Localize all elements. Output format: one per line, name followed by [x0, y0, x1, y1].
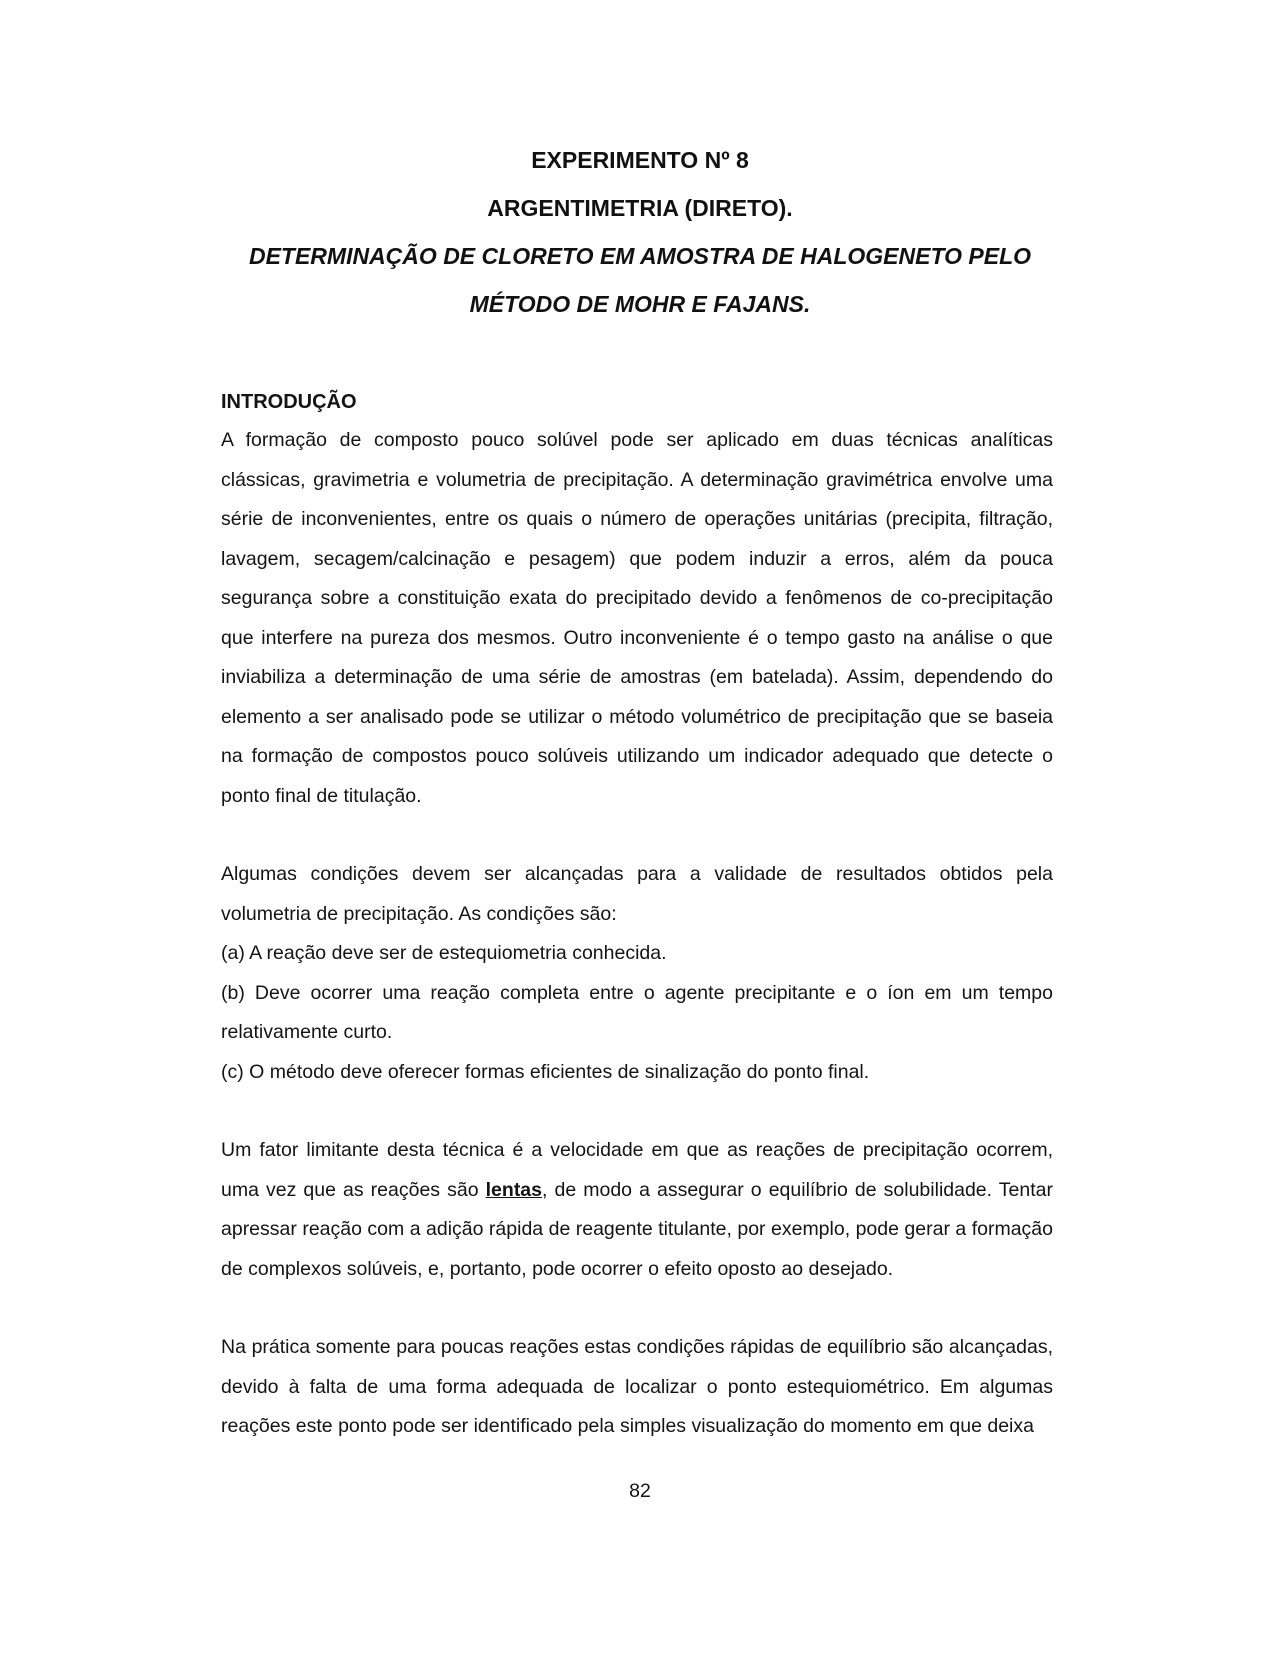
experiment-title-line-2: MÉTODO DE MOHR E FAJANS.: [469, 291, 811, 317]
emphasis-lentas: lentas: [485, 1178, 542, 1201]
paragraph-intro-1: A formação de composto pouco solúvel pode ser aplicado em duas técnicas analíticas clássicas, gravimetria e volumetria de precipitação. A determinação gravimétrica envolve uma série de inconvenientes, entre os quais o número de operações unitárias (precipita, filtração, lavagem, secagem/calcinação e pesagem) que podem induzir a erros, além da pouca segurança sobre a constituição exata do precipitado devido a fenômenos de co-precipitação que interfere na pureza dos mesmos. Outro inconveniente é o tempo gasto na análise o que inviabiliza a determinação de uma série de amostras (em batelada). Assim, dependendo do elemento a ser analisado pode se utilizar o método volumétrico de precipitação que se baseia na formação de compostos pouco solúveis utilizando um indicador adequado que detecte o ponto final de titulação.: [221, 429, 1053, 807]
section-heading-introducao: INTRODUÇÃO: [221, 391, 357, 413]
body-content: [221, 383, 1053, 1447]
paragraph-intro-3: [221, 1131, 1053, 1289]
experiment-title-line-1: DETERMINAÇÃO DE CLORETO EM AMOSTRA DE HALOGENETO PELO: [248, 243, 1032, 269]
paragraph-intro-2: Algumas condições devem ser alcançadas para a validade de resultados obtidos pela volumetria de precipitação. As condições são:: [221, 863, 1053, 925]
condition-item-a: (a) A reação deve ser de estequiometria conhecida.: [221, 942, 667, 964]
condition-item-b: (b) Deve ocorrer uma reação completa entre o agente precipitante e o íon em um tempo relativamente curto.: [221, 981, 1053, 1043]
title-block: [0, 136, 1280, 328]
experiment-subtitle: ARGENTIMETRIA (DIRETO).: [487, 195, 793, 221]
paragraph-3-text-start: Um fator limitante desta técnica é a velocidade em que as reações de precipitação ocorrem, uma vez que as reações são: [221, 1139, 1053, 1201]
paragraph-3-text-end: , de modo a assegurar o equilíbrio de solubilidade. Tentar apressar reação com a adição rápida de reagente titulante, por exemplo, pode gerar a formação de complexos solúveis, e, portanto, pode ocorrer o efeito oposto ao desejado.: [221, 1178, 1053, 1280]
condition-item-c: (c) O método deve oferecer formas eficientes de sinalização do ponto final.: [221, 1060, 870, 1083]
paragraph-intro-4: Na prática somente para poucas reações estas condições rápidas de equilíbrio são alcançadas, devido à falta de uma forma adequada de localizar o ponto estequiométrico. Em algumas reações este ponto pode ser identificado pela simples visualização do momento em que deixa: [221, 1336, 1053, 1437]
experiment-number: EXPERIMENTO Nº 8: [531, 147, 749, 173]
page-number: 82: [629, 1480, 651, 1502]
